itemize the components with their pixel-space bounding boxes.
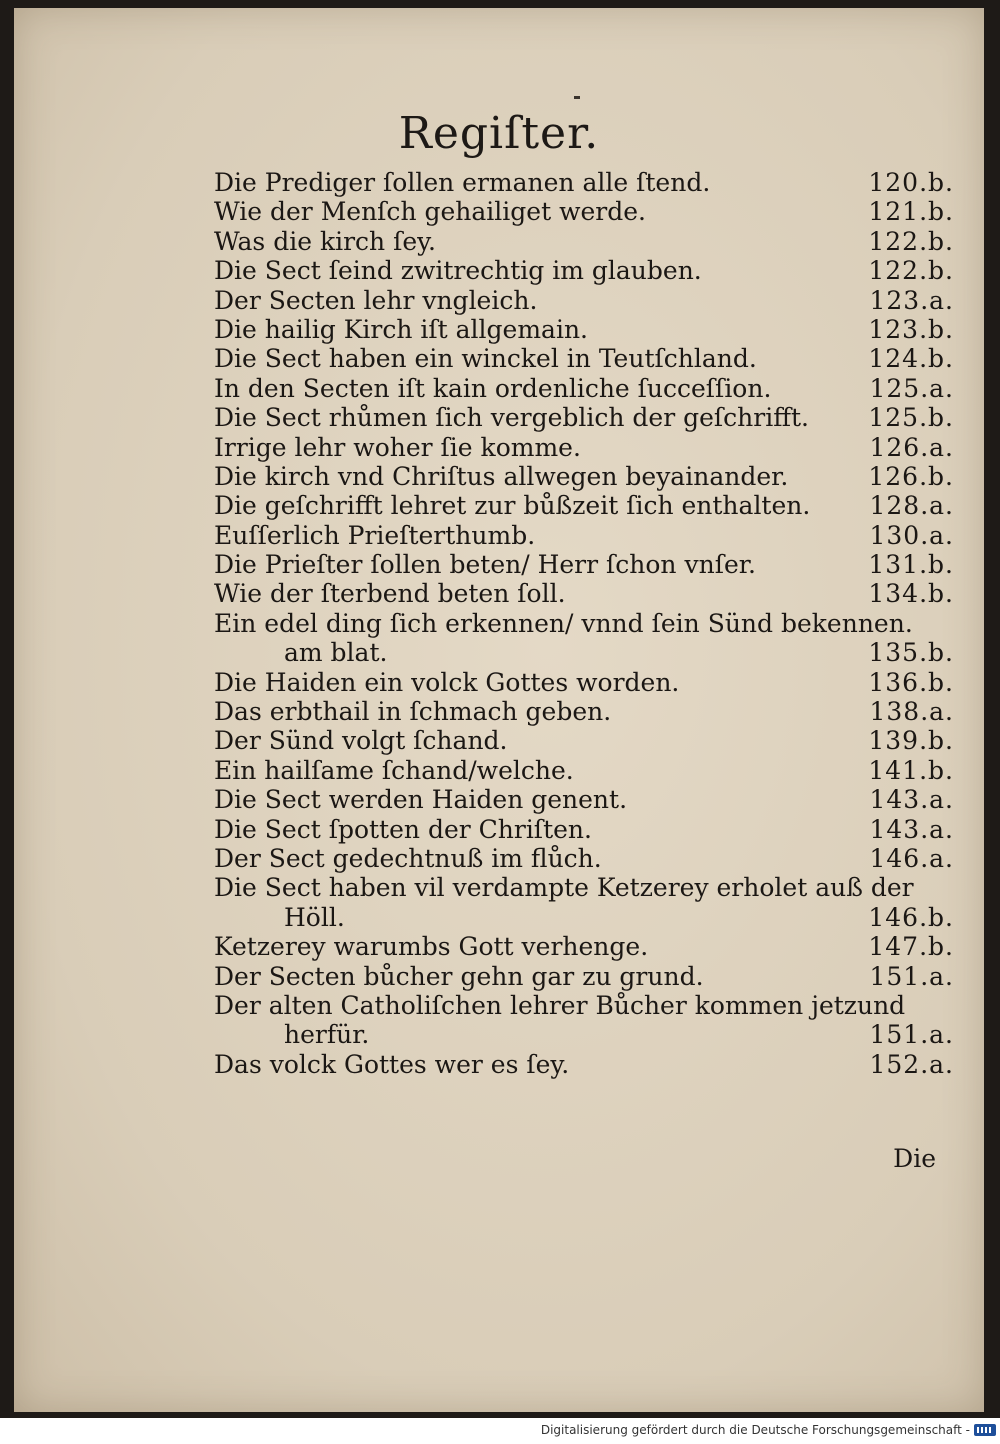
register-entry bbox=[214, 374, 954, 403]
folio-reference: 135.b. bbox=[868, 638, 954, 668]
entry-text: Die Sect haben ein winckel in Teutſchland. bbox=[214, 344, 757, 374]
entry-line bbox=[214, 815, 954, 844]
entry-text: Die Prieſter ſollen beten/ Herr ſchon vnſer. bbox=[214, 550, 756, 580]
entry-text: Die geſchrifft lehret zur bůßzeit ſich enthalten. bbox=[214, 491, 811, 521]
folio-reference: 151.a. bbox=[869, 1020, 954, 1050]
entry-text: Der alten Catholiſchen lehrer Bůcher kommen jetzund bbox=[214, 990, 906, 1020]
folio-reference: 120.b. bbox=[868, 168, 954, 197]
entry-line bbox=[214, 726, 954, 755]
entry-text: Der Secten bůcher gehn gar zu grund. bbox=[214, 961, 704, 991]
entry-text: Ketzerey warumbs Gott verhenge. bbox=[214, 932, 649, 962]
entry-line bbox=[214, 697, 954, 726]
catchword: Die bbox=[893, 1144, 936, 1173]
entry-line bbox=[214, 344, 954, 373]
entry-line bbox=[214, 286, 954, 315]
register-entry bbox=[214, 756, 954, 785]
register-entry bbox=[214, 991, 954, 1050]
folio-reference: 131.b. bbox=[868, 550, 954, 580]
register-entry bbox=[214, 785, 954, 814]
entry-text: Die Sect haben vil verdampte Ketzerey erholet auß der bbox=[214, 873, 914, 903]
folio-reference: 122.b. bbox=[868, 256, 954, 286]
dfg-logo-icon bbox=[974, 1424, 996, 1436]
entry-line bbox=[214, 668, 954, 697]
entry-text: Die Sect ſeind zwitrechtig im glauben. bbox=[214, 256, 702, 286]
entry-text: Ein edel ding ſich erkennen/ vnnd ſein Sünd bekennen. bbox=[214, 608, 913, 638]
folio-reference: 152.a. bbox=[869, 1049, 954, 1079]
folio-reference: 124.b. bbox=[868, 344, 954, 374]
folio-reference: 125.b. bbox=[868, 403, 954, 433]
register-entry bbox=[214, 227, 954, 256]
register-entry bbox=[214, 962, 954, 991]
entry-line bbox=[214, 785, 954, 814]
folio-reference: 122.b. bbox=[868, 226, 954, 256]
entry-text: herfür. bbox=[284, 1020, 370, 1050]
entry-line bbox=[214, 932, 954, 961]
footer-bar bbox=[0, 1418, 1000, 1444]
entry-line bbox=[214, 403, 954, 432]
entry-line bbox=[214, 227, 954, 256]
folio-reference: 143.a. bbox=[869, 785, 954, 815]
register-entry bbox=[214, 344, 954, 373]
entry-text: Der Secten lehr vngleich. bbox=[214, 285, 538, 315]
register-entry bbox=[214, 815, 954, 844]
entry-text: Irrige lehr woher ſie komme. bbox=[214, 432, 581, 462]
register-entry bbox=[214, 579, 954, 608]
folio-reference: 130.a. bbox=[869, 520, 954, 550]
entry-text: am blat. bbox=[284, 638, 388, 668]
register-entry bbox=[214, 403, 954, 432]
register-entry bbox=[214, 550, 954, 579]
register-entry bbox=[214, 609, 954, 668]
entry-text: Der Sünd volgt ſchand. bbox=[214, 726, 508, 756]
entry-text: Wie der ſterbend beten ſoll. bbox=[214, 579, 566, 609]
entry-line bbox=[214, 579, 954, 608]
entry-text: Wie der Menſch gehailiget werde. bbox=[214, 197, 646, 227]
register-entry bbox=[214, 168, 954, 197]
register-entry bbox=[214, 433, 954, 462]
entry-line bbox=[214, 991, 954, 1020]
entry-line bbox=[214, 962, 954, 991]
folio-reference: 146.b. bbox=[868, 902, 954, 932]
folio-reference: 123.b. bbox=[868, 314, 954, 344]
entry-line bbox=[214, 491, 954, 520]
entry-line bbox=[214, 609, 954, 638]
entry-line bbox=[214, 256, 954, 285]
entry-text: Euſſerlich Prieſterthumb. bbox=[214, 520, 536, 550]
entry-continuation-line bbox=[214, 903, 954, 932]
register-entry bbox=[214, 315, 954, 344]
entry-line bbox=[214, 462, 954, 491]
register-entry bbox=[214, 491, 954, 520]
register-list bbox=[214, 168, 954, 1079]
entry-text: Die kirch vnd Chriſtus allwegen beyainander. bbox=[214, 461, 789, 491]
page-title: Regiſter. bbox=[398, 108, 600, 159]
register-entry bbox=[214, 197, 954, 226]
folio-reference: 126.b. bbox=[868, 461, 954, 491]
folio-reference: 125.a. bbox=[869, 373, 954, 403]
folio-reference: 139.b. bbox=[868, 726, 954, 756]
entry-line bbox=[214, 315, 954, 344]
entry-line bbox=[214, 873, 954, 902]
folio-reference: 128.a. bbox=[869, 491, 954, 521]
entry-text: Die hailig Kirch iſt allgemain. bbox=[214, 314, 588, 344]
register-entry bbox=[214, 932, 954, 961]
folio-reference: 146.a. bbox=[869, 843, 954, 873]
entry-text: Höll. bbox=[284, 902, 345, 932]
register-entry bbox=[214, 873, 954, 932]
register-entry bbox=[214, 844, 954, 873]
register-entry bbox=[214, 256, 954, 285]
register-entry bbox=[214, 462, 954, 491]
entry-text: Das volck Gottes wer es ſey. bbox=[214, 1049, 570, 1079]
entry-text: Ein hailſame ſchand/welche. bbox=[214, 755, 574, 785]
entry-text: Die Haiden ein volck Gottes worden. bbox=[214, 667, 680, 697]
entry-line bbox=[214, 756, 954, 785]
entry-line bbox=[214, 433, 954, 462]
entry-text: Der Sect gedechtnuß im flůch. bbox=[214, 843, 602, 873]
folio-reference: 123.a. bbox=[869, 285, 954, 315]
entry-line bbox=[214, 197, 954, 226]
entry-text: Die Prediger ſollen ermanen alle ſtend. bbox=[214, 168, 711, 197]
entry-text: Die Sect werden Haiden genent. bbox=[214, 785, 628, 815]
register-entry bbox=[214, 726, 954, 755]
entry-line bbox=[214, 521, 954, 550]
book-page bbox=[14, 8, 984, 1412]
entry-text: Die Sect rhůmen ſich vergeblich der geſchrifft. bbox=[214, 403, 809, 433]
register-entry bbox=[214, 286, 954, 315]
folio-reference: 134.b. bbox=[868, 579, 954, 609]
folio-reference: 136.b. bbox=[868, 667, 954, 697]
folio-reference: 147.b. bbox=[868, 932, 954, 962]
entry-continuation-line bbox=[214, 1020, 954, 1049]
entry-text: Was die kirch ſey. bbox=[214, 226, 436, 256]
entry-line bbox=[214, 844, 954, 873]
entry-text: In den Secten iſt kain ordenliche ſucceſſion. bbox=[214, 373, 772, 403]
folio-reference: 126.a. bbox=[869, 432, 954, 462]
register-entry bbox=[214, 521, 954, 550]
entry-line bbox=[214, 374, 954, 403]
printer-mark bbox=[574, 96, 580, 99]
footer-text: Digitalisierung gefördert durch die Deutsche Forschungsgemeinschaft - bbox=[540, 1423, 970, 1437]
folio-reference: 143.a. bbox=[869, 814, 954, 844]
entry-continuation-line bbox=[214, 638, 954, 667]
folio-reference: 151.a. bbox=[869, 961, 954, 991]
folio-reference: 138.a. bbox=[869, 697, 954, 727]
entry-line bbox=[214, 1050, 954, 1079]
entry-line bbox=[214, 550, 954, 579]
folio-reference: 141.b. bbox=[868, 755, 954, 785]
folio-reference: 121.b. bbox=[868, 197, 954, 227]
register-entry bbox=[214, 668, 954, 697]
register-entry bbox=[214, 697, 954, 726]
entry-line bbox=[214, 168, 954, 197]
entry-text: Die Sect ſpotten der Chriſten. bbox=[214, 814, 592, 844]
register-entry bbox=[214, 1050, 954, 1079]
entry-text: Das erbthail in ſchmach geben. bbox=[214, 697, 612, 727]
